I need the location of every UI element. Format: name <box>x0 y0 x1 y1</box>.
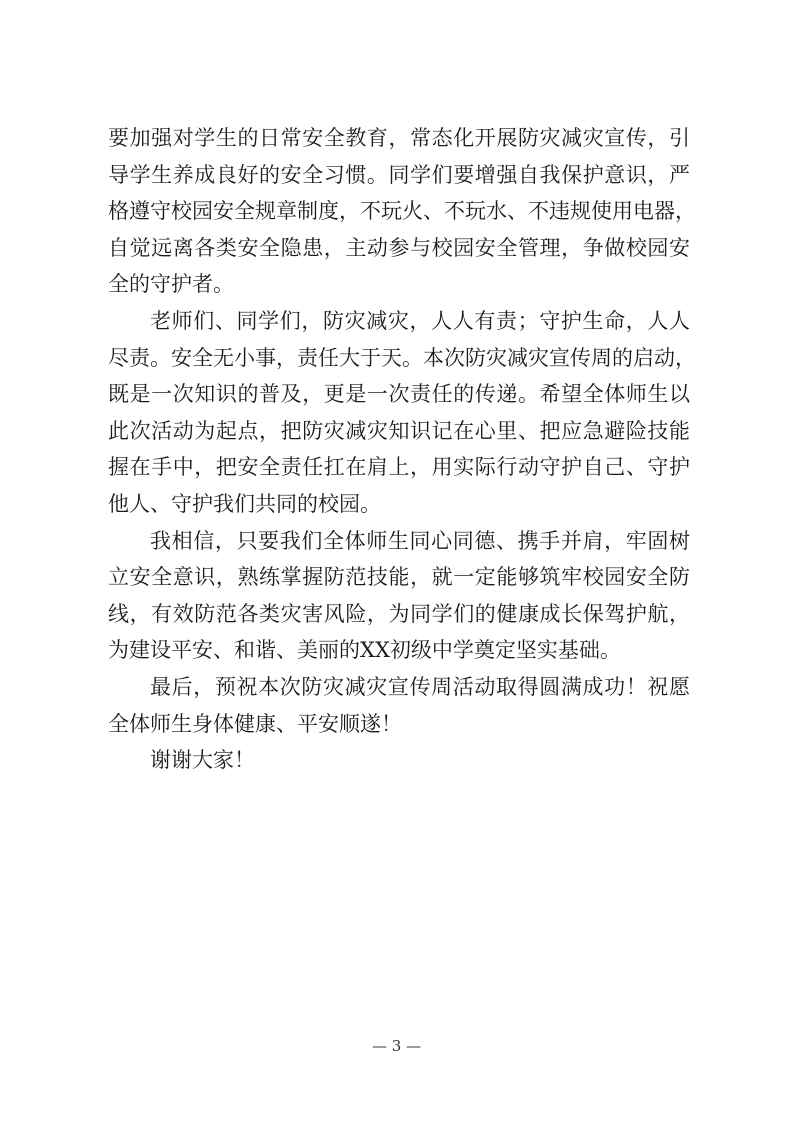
text-line: 他人、守护我们共同的校园。 <box>108 491 381 516</box>
text-line: 此次活动为起点，把防灾减灾知识记在心里、把应急避险技能 <box>108 418 690 443</box>
text-line: 最后，预祝本次防灾减灾宣传周活动取得圆满成功！祝愿 <box>150 674 690 699</box>
text-line: 谢谢大家！ <box>150 748 255 773</box>
text-line: 全体师生身体健康、平安顺遂！ <box>108 711 402 736</box>
document-body <box>108 120 696 779</box>
text-line: 握在手中，把安全责任扛在肩上，用实际行动守护自己、守护 <box>108 455 690 480</box>
text-line: 立安全意识，熟练掌握防范技能，就一定能够筑牢校园安全防 <box>108 565 690 590</box>
text-line: 自觉远离各类安全隐患，主动参与校园安全管理，争做校园安 <box>108 235 690 260</box>
text-line: 全的守护者。 <box>108 272 234 297</box>
text-line: 尽责。安全无小事，责任大于天。本次防灾减灾宣传周的启动， <box>108 345 696 370</box>
text-line: 既是一次知识的普及，更是一次责任的传递。希望全体师生以 <box>108 382 690 407</box>
text-line: 导学生养成良好的安全习惯。同学们要增强自我保护意识，严 <box>108 162 690 187</box>
text-line: 线，有效防范各类灾害风险，为同学们的健康成长保驾护航， <box>108 601 690 626</box>
text-line: 为建设平安、和谐、美丽的XX初级中学奠定坚实基础。 <box>108 638 621 663</box>
text-line: 老师们、同学们，防灾减灾，人人有责；守护生命，人人 <box>150 308 690 333</box>
text-line: 我相信，只要我们全体师生同心同德、携手并肩，牢固树 <box>150 528 690 553</box>
page-number: — 3 — <box>371 1037 422 1055</box>
text-line: 格遵守校园安全规章制度，不玩火、不玩水、不违规使用电器， <box>108 199 696 224</box>
text-line: 要加强对学生的日常安全教育，常态化开展防灾减灾宣传，引 <box>108 126 690 150</box>
